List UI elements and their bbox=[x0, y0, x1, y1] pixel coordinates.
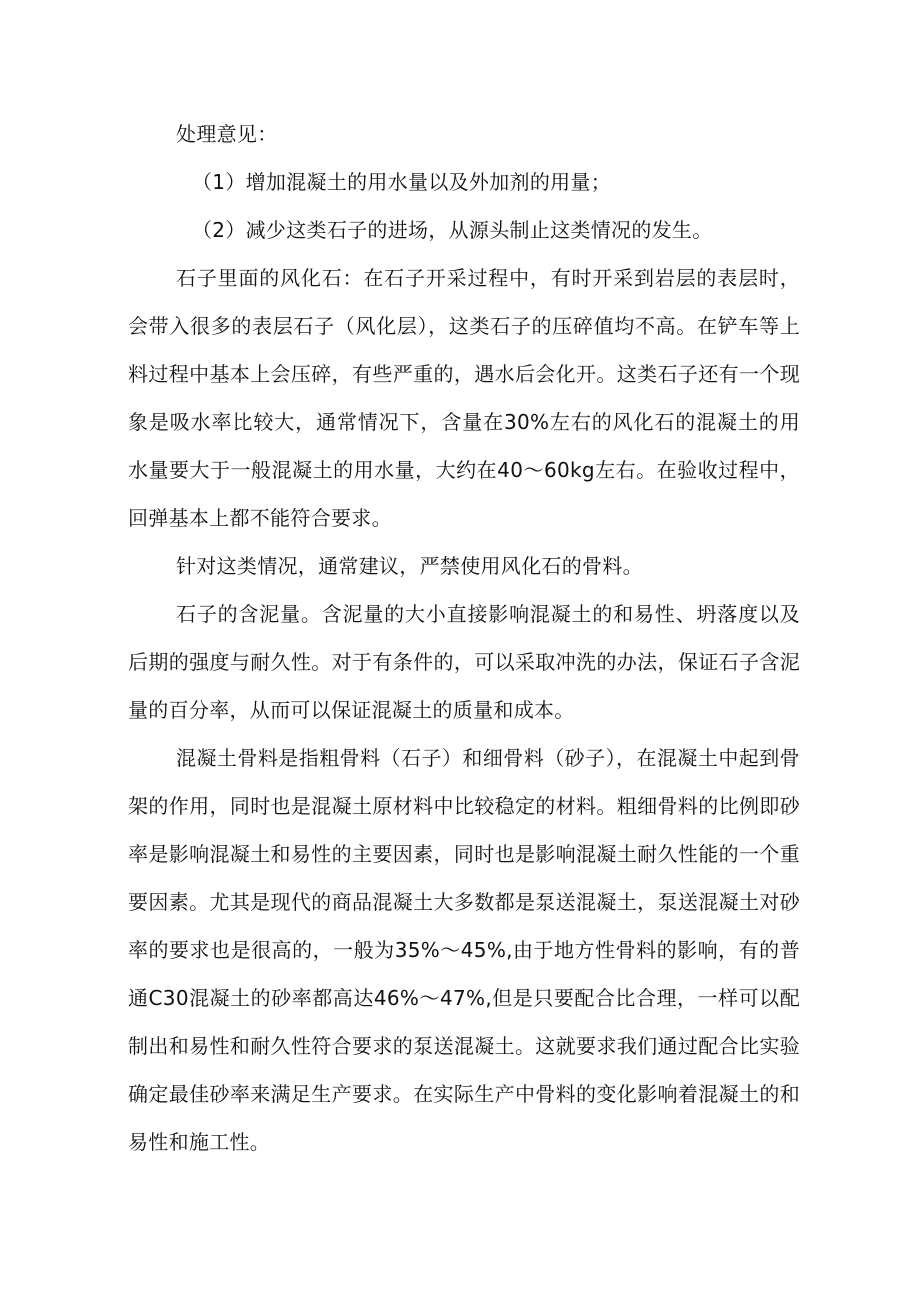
paragraph-aggregate: 混凝土骨料是指粗骨料（石子）和细骨料（砂子），在混凝土中起到骨架的作用，同时也是混凝土原材料中比较稳定的材料。粗细骨料的比例即砂率是影响混凝土和易性的主要因素，同时也是影响混凝土耐久性能的一个重要因素。尤其是现代的商品混凝土大多数都是泵送混凝土，泵送混凝土对砂率的要求也是很高的，一般为35%～45%,由于地方性骨料的影响，有的普通C30混凝土的砂率都高达46%～47%,但是只要配合比合理，一样可以配制出和易性和耐久性符合要求的泵送混凝土。这就要求我们通过配合比实验确定最佳砂率来满足生产要求。在实际生产中骨料的变化影响着混凝土的和易性和施工性。 bbox=[128, 746, 800, 1154]
paragraph-item-1: （1）增加混凝土的用水量以及外加剂的用量； bbox=[192, 170, 612, 194]
paragraph-recommendation: 针对这类情况，通常建议，严禁使用风化石的骨料。 bbox=[176, 554, 643, 578]
paragraph-weathered-stone: 石子里面的风化石：在石子开采过程中，有时开采到岩层的表层时，会带入很多的表层石子（风化层），这类石子的压碎值均不高。在铲车等上料过程中基本上会压碎，有些严重的，遇水后会化开。这类石子还有一个现象是吸水率比较大，通常情况下，含量在30%左右的风化石的混凝土的用水量要大于一般混凝土的用水量，大约在40～60kg左右。在验收过程中，回弹基本上都不能符合要求。 bbox=[128, 266, 800, 530]
paragraph-item-2: （2）减少这类石子的进场，从源头制止这类情况的发生。 bbox=[192, 218, 713, 242]
paragraph-mud-content: 石子的含泥量。含泥量的大小直接影响混凝土的和易性、坍落度以及后期的强度与耐久性。对于有条件的，可以采取冲洗的办法，保证石子含泥量的百分率，从而可以保证混凝土的质量和成本。 bbox=[128, 602, 800, 722]
paragraph-heading-opinion: 处理意见： bbox=[176, 122, 278, 146]
